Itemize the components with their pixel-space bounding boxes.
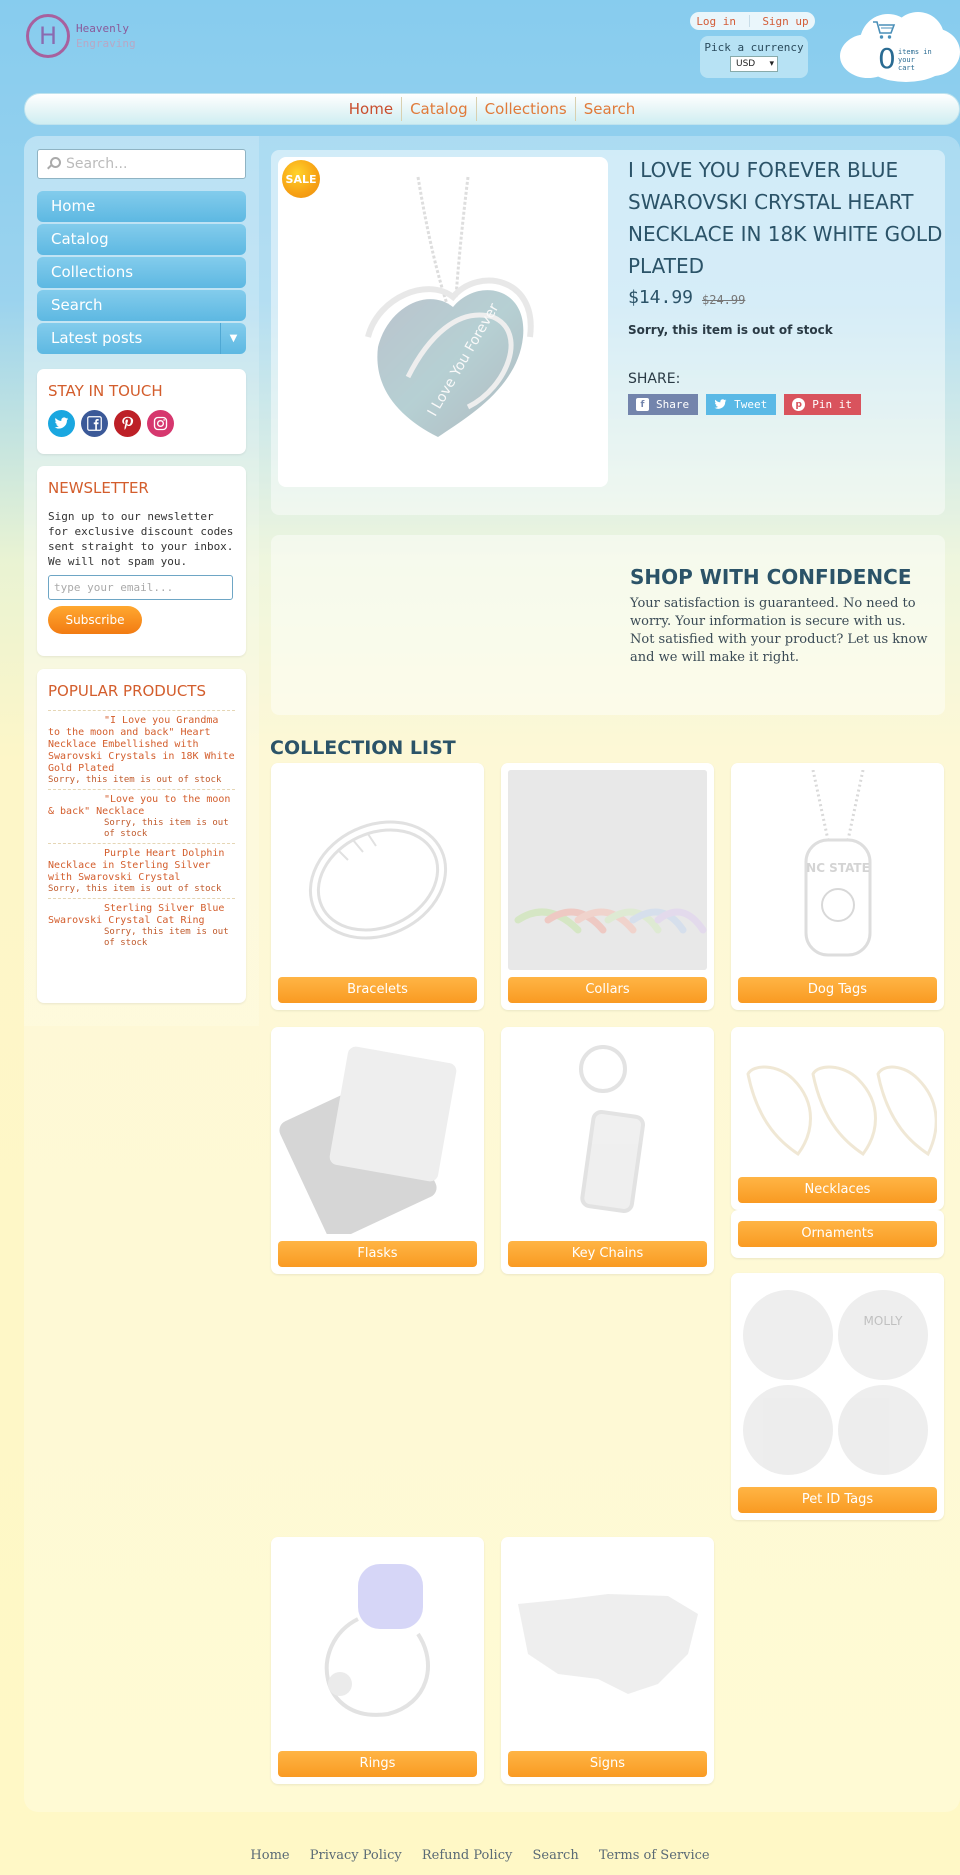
- share-label: SHARE:: [628, 371, 681, 387]
- currency-label: Pick a currency: [704, 41, 804, 54]
- keychain-illustration: [508, 1034, 707, 1234]
- logo-line-1: Heavenly: [76, 22, 129, 35]
- main-nav: [24, 93, 960, 125]
- twitter-share-label: Tweet: [734, 398, 768, 411]
- collection-image: [738, 1280, 937, 1480]
- share-buttons: [628, 394, 869, 415]
- product-title: I LOVE YOU FOREVER BLUE SWAROVSKI CRYSTAL HEART NECKLACE IN 18K WHITE GOLD PLATED: [628, 158, 943, 278]
- stay-in-touch-title: STAY IN TOUCH: [48, 382, 163, 400]
- pet-tag-text: MOLLY: [863, 1314, 903, 1328]
- collection-button[interactable]: Signs: [508, 1751, 707, 1777]
- popular-product-title[interactable]: "Love you to the moon & back" Necklace: [48, 794, 231, 817]
- popular-product-item[interactable]: [48, 789, 235, 843]
- collars-illustration: [508, 770, 707, 970]
- cart-widget[interactable]: [836, 8, 960, 84]
- cart-label: [898, 48, 932, 72]
- collection-card-signs[interactable]: [501, 1537, 714, 1784]
- footer-link-privacy-policy[interactable]: Privacy Policy: [309, 1848, 402, 1863]
- sidebar-item-search[interactable]: [37, 290, 246, 321]
- facebook-share-button[interactable]: [628, 394, 698, 415]
- pinterest-icon[interactable]: [114, 410, 141, 437]
- collection-card-dog-tags[interactable]: [731, 763, 944, 1010]
- footer-link-search[interactable]: Search: [532, 1848, 579, 1863]
- collection-button[interactable]: Bracelets: [278, 977, 477, 1003]
- search-input[interactable]: [66, 156, 236, 172]
- logo-line-2: Engraving: [76, 37, 136, 50]
- facebook-icon[interactable]: [81, 410, 108, 437]
- collection-card-pet-id-tags[interactable]: [731, 1273, 944, 1520]
- product-image[interactable]: [278, 157, 608, 487]
- collection-card-collars[interactable]: [501, 763, 714, 1010]
- pet-tags-illustration: [738, 1280, 937, 1480]
- collection-button[interactable]: Dog Tags: [738, 977, 937, 1003]
- collection-card-flasks[interactable]: [271, 1027, 484, 1274]
- logo-text: [76, 21, 136, 51]
- collection-button[interactable]: Pet ID Tags: [738, 1487, 937, 1513]
- caret-down-icon[interactable]: ▼: [220, 323, 246, 354]
- sale-badge: SALE: [282, 160, 320, 198]
- collection-card-bracelets[interactable]: [271, 763, 484, 1010]
- stay-in-touch-card: [37, 369, 246, 454]
- currency-picker: [700, 36, 808, 78]
- pinterest-icon: p: [792, 398, 805, 411]
- product-price: $14.99: [628, 287, 694, 308]
- sidebar-item-label: Catalog: [51, 230, 109, 248]
- cart-count: 0: [878, 42, 896, 75]
- search-icon: [46, 157, 60, 171]
- popular-product-status: Sorry, this item is out of stock: [104, 927, 229, 948]
- footer-link-terms-of-service[interactable]: Terms of Service: [598, 1848, 710, 1863]
- account-links: [690, 12, 815, 30]
- newsletter-title: NEWSLETTER: [48, 479, 149, 497]
- collection-card-ornaments[interactable]: [731, 1210, 944, 1258]
- cart-label-line: items in: [898, 48, 932, 56]
- sidebar-item-label: Home: [51, 197, 96, 215]
- newsletter-text: Sign up to our newsletter for exclusive discount codes sent straight to your inbox. We will not spam you.: [48, 510, 234, 568]
- newsletter-card: [37, 466, 246, 656]
- collection-card-key-chains[interactable]: [501, 1027, 714, 1274]
- collection-image: [278, 1544, 477, 1744]
- account-divider: [749, 15, 750, 27]
- collection-image: [508, 1544, 707, 1744]
- popular-products-card: [37, 669, 246, 1003]
- cart-icon: [872, 20, 896, 40]
- collection-button[interactable]: Necklaces: [738, 1177, 937, 1203]
- popular-product-title[interactable]: Purple Heart Dolphin Necklace in Sterling Silver with Swarovski Crystal: [48, 848, 225, 883]
- currency-select[interactable]: USD ▾: [730, 56, 778, 72]
- subscribe-button[interactable]: Subscribe: [48, 606, 142, 634]
- logo-mark: H: [26, 14, 70, 58]
- collection-list-title: COLLECTION LIST: [270, 737, 456, 759]
- nav-home[interactable]: Home: [348, 100, 394, 118]
- collection-image: [738, 770, 937, 970]
- instagram-icon[interactable]: [147, 410, 174, 437]
- facebook-share-label: Share: [656, 398, 690, 411]
- dog-tag-text: NC STATE: [806, 861, 870, 875]
- sidebar-item-latest-posts[interactable]: [37, 323, 246, 354]
- necklaces-illustration: [738, 1034, 937, 1169]
- flask-illustration: [278, 1034, 477, 1234]
- collection-button[interactable]: Ornaments: [738, 1221, 937, 1247]
- popular-products-list: [48, 710, 235, 952]
- sidebar-item-label: Collections: [51, 263, 134, 281]
- collection-image: [508, 1034, 707, 1234]
- ring-illustration: [278, 1544, 477, 1744]
- popular-product-title[interactable]: "I Love you Grandma to the moon and back" Heart Necklace Embellished with Swarovski Crystals in 18K White Gold Plated: [48, 715, 235, 774]
- collection-button[interactable]: Collars: [508, 977, 707, 1003]
- twitter-icon[interactable]: [48, 410, 75, 437]
- footer-links: [0, 1848, 960, 1863]
- nav-catalog[interactable]: Catalog: [410, 100, 468, 118]
- collection-image: [738, 1034, 937, 1169]
- engraving-text: I Love You Forever: [424, 300, 503, 420]
- confidence-title: SHOP WITH CONFIDENCE: [630, 565, 912, 589]
- facebook-icon: f: [636, 398, 649, 411]
- dog-tag-illustration: [738, 770, 937, 970]
- site-logo[interactable]: [26, 14, 136, 58]
- sidebar-menu: [37, 191, 246, 356]
- cart-label-line: cart: [898, 64, 915, 72]
- twitter-share-button[interactable]: [706, 394, 776, 415]
- out-of-stock-message: Sorry, this item is out of stock: [628, 323, 833, 337]
- nav-collections[interactable]: Collections: [484, 100, 567, 118]
- necklace-illustration: [278, 157, 608, 487]
- login-link[interactable]: Log in: [696, 14, 737, 28]
- popular-product-status: Sorry, this item is out of stock: [48, 775, 222, 785]
- popular-products-title: POPULAR PRODUCTS: [48, 682, 206, 700]
- collection-card-necklaces[interactable]: [731, 1027, 944, 1210]
- nav-search[interactable]: Search: [583, 100, 636, 118]
- newsletter-email-field[interactable]: [48, 575, 233, 600]
- sidebar-item-label: Search: [51, 296, 103, 314]
- product-compare-price: $24.99: [702, 293, 746, 307]
- popular-product-status: Sorry, this item is out of stock: [104, 818, 229, 839]
- sidebar-item-collections[interactable]: [37, 257, 246, 288]
- collection-image: [278, 770, 477, 970]
- cart-label-line: your: [898, 56, 915, 64]
- footer-link-home[interactable]: Home: [250, 1848, 290, 1863]
- pinterest-share-button[interactable]: [784, 394, 861, 415]
- collection-button[interactable]: Key Chains: [508, 1241, 707, 1267]
- sidebar-search: [37, 149, 246, 179]
- bracelet-illustration: [278, 770, 477, 970]
- sidebar-item-label: Latest posts: [51, 329, 143, 347]
- popular-product-item[interactable]: [48, 710, 235, 789]
- popular-product-title[interactable]: Sterling Silver Blue Swarovski Crystal Cat Ring: [48, 903, 225, 926]
- collection-button[interactable]: Rings: [278, 1751, 477, 1777]
- footer-link-refund-policy[interactable]: Refund Policy: [421, 1848, 513, 1863]
- collection-button[interactable]: Flasks: [278, 1241, 477, 1267]
- sidebar-item-home[interactable]: [37, 191, 246, 222]
- twitter-icon: [714, 398, 727, 411]
- signup-link[interactable]: Sign up: [762, 14, 809, 28]
- confidence-text: Your satisfaction is guaranteed. No need to worry. Your information is secure with us. Not satisfied with your product? Let us know and we will make it right.: [630, 596, 928, 665]
- collection-card-rings[interactable]: [271, 1537, 484, 1784]
- sidebar-item-catalog[interactable]: [37, 224, 246, 255]
- popular-product-item[interactable]: [48, 898, 235, 952]
- popular-product-status: Sorry, this item is out of stock: [48, 884, 222, 894]
- sign-illustration: [508, 1544, 707, 1744]
- collection-image: [508, 770, 707, 970]
- collection-image: [278, 1034, 477, 1234]
- popular-product-item[interactable]: [48, 843, 235, 898]
- pinterest-share-label: Pin it: [812, 398, 852, 411]
- social-links: [48, 410, 235, 437]
